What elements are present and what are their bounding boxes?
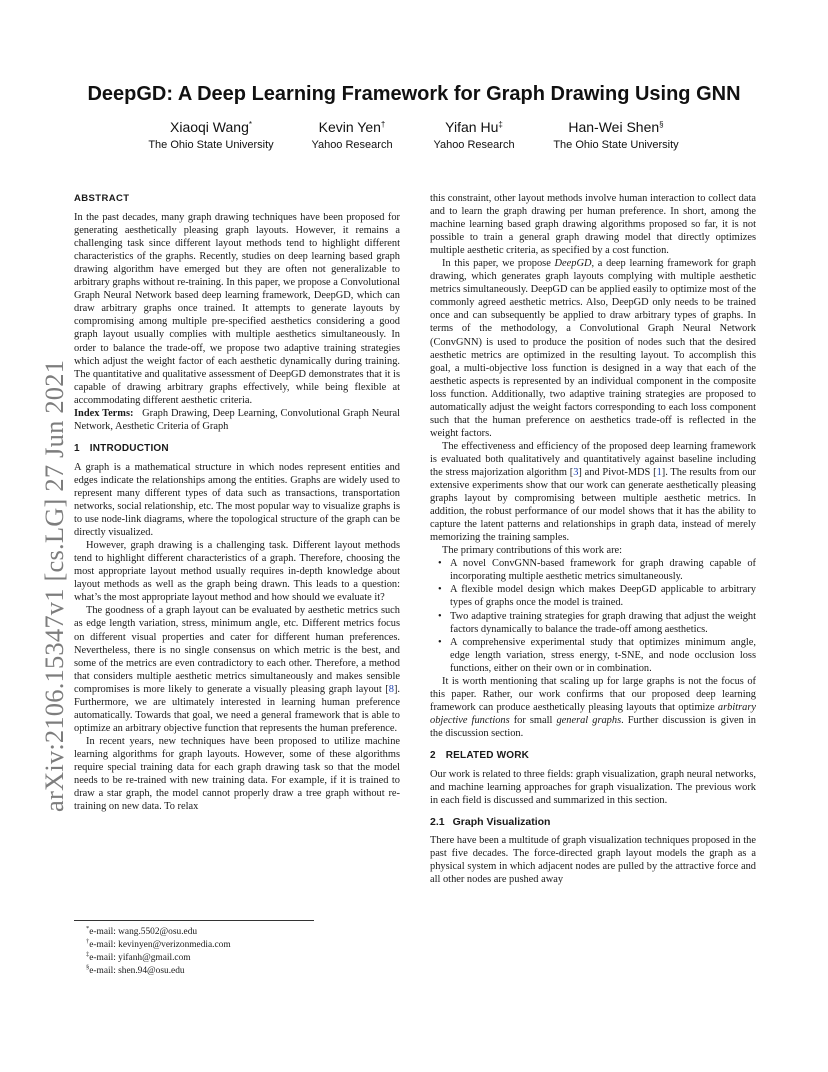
left-column: [74, 192, 400, 813]
paragraph-text: ]. The results from our extensive experiments show that our work can generate aesthetically pleasing graphs layout by compromising between multiple aesthetic metrics. In addition, the robust performance of our model shows that it has the ability to capture the latent patterns and relationships in graph data, instead of merely memorizing the training samples.: [430, 466, 757, 544]
paragraph: In recent years, new techniques have been proposed to utilize machine learning algorithms for graph layouts. However, some of these algorithms require special training data for each graph drawing task so that the model needs to be re-trained with new training data. For example, if it is trained to draw a star graph, the model cannot properly draw a tree graph without re-training on new data. To relax: [74, 735, 400, 813]
paragraph-text: The goodness of a graph layout can be evaluated by aesthetic metrics such as edge length variation, stress, minimum angle, etc. Different metrics focus on different visual properties and cater for different human preferences. Nevertheless, there is no single consensus on which metric is the best, and some of the metrics are even contradictory to each other. Therefore, a method that considers multiple aesthetic metrics simultaneously and makes sensible compromises is more likely to generate a visually pleasing graph layout [: [74, 605, 400, 695]
list-item: • A comprehensive experimental study that optimizes minimum angle, edge length variation, stress energy, t-SNE, and node occlusion loss functions, either on their own or in combination.: [450, 636, 756, 675]
footnotes: [74, 926, 400, 978]
section-title: RELATED WORK: [445, 749, 530, 761]
subsection-title: Graph Visualization: [452, 816, 551, 829]
paragraph: [430, 257, 756, 440]
emphasis-text: general graphs: [556, 714, 622, 726]
paragraph: A graph is a mathematical structure in which nodes represent entities and edges indicate the relationships among the entities. Graphs are widely used to represent many different types of data such as transactions, transportation networks, social relationship, etc. The most popular way to visualize graphs is to use node-link diagrams, where the topological structure of the graph can be directly visualized.: [74, 461, 400, 539]
footnote-email: e-mail: wang.5502@osu.edu: [89, 927, 198, 937]
paragraph-text: It is worth mentioning that scaling up for large graphs is not the focus of this paper. Rather, our work confirms that our proposed deep learning framework can produce aesthetically pleasing layouts that optimize: [430, 675, 756, 713]
citation-link[interactable]: 1: [656, 466, 662, 478]
abstract-text: In the past decades, many graph drawing techniques have been proposed for generating aesthetically pleasing graph layouts. However, it remains a challenging task since different layout methods tend to highlight different characteristics of the graphs. Recently, studies on deep learning based graph drawing algorithm have emerged but they are often not generalizable to arbitrary graphs without re-training. In this paper, we propose a Convolutional Graph Neural Network based deep learning framework, DeepGD, which can draw arbitrary graphs once trained. It attempts to generate layouts by compromising among multiple pre-specified aesthetics considering a good graph layout usually complies with multiple aesthetics simultaneously. In order to balance the trade-off, we propose two adaptive training strategies which adjust the weight factor of each aesthetic dynamically during training. The quantitative and qualitative assessment of DeepGD demonstrates that it is capable of drawing arbitrary graphs effectively, while being flexible at accommodating different aesthetic criteria.: [74, 212, 400, 406]
paragraph: The primary contributions of this work are:: [442, 545, 623, 557]
arxiv-sidebar-id: arXiv:2106.15347v1 [cs.LG] 27 Jun 2021: [39, 359, 69, 812]
index-terms-text: Graph Drawing, Deep Learning, Convolutional Graph Neural Network, Aesthetic Criteria of Graph: [74, 407, 401, 432]
contributions-list: [430, 557, 756, 674]
subsection-heading: [430, 816, 756, 829]
footnote-mark: †: [86, 938, 90, 945]
paragraph: [430, 675, 756, 740]
author-mark: *: [248, 120, 252, 129]
footnote: [74, 939, 400, 952]
footnote: [74, 952, 400, 965]
author-name: Han-Wei Shen: [568, 119, 660, 135]
list-item: • A flexible model design which makes DeepGD applicable to arbitrary types of graphs once the model is trained.: [450, 583, 756, 609]
author-name: Kevin Yen: [318, 119, 381, 135]
author-affiliation: The Ohio State University: [553, 139, 679, 151]
footnote: [74, 926, 400, 939]
paragraph: However, graph drawing is a challenging task. Different layout methods tend to highlight different characteristics of a graph. Therefore, choosing the most appropriate layout method usually requires in-depth knowledge about layout methods as well as the graph being drawn. This leads to a question: what’s the most appropriate layout method and how should we evaluate it?: [74, 540, 400, 604]
emphasis-text: DeepGD: [554, 258, 592, 270]
paragraph-text: In this paper, we propose: [442, 258, 555, 270]
author-mark: ‡: [498, 120, 503, 129]
paragraph-text: ]. Furthermore, we are ultimately interested in learning human preference automatically. Towards that goal, we need a general framework that is able to optimize an arbitrary objective function that represents the human preference.: [74, 683, 400, 734]
index-terms-label: Index Terms:: [74, 407, 134, 419]
paragraph-text: , a deep learning framework for graph drawing, which generates graph layouts complying with multiple aesthetic metrics simultaneously. DeepGD can be applied easily to optimize most of the commonly agreed aesthetic metrics. Also, DeepGD only needs to be trained once and can subsequently be applied to draw arbitrary types of graphs. In terms of the methodology, a Convolutional Graph Neural Network (ConvGNN) is used to produce the position of nodes such that the desired aesthetic metrics are optimized in the resulting layout. To accomplish this goal, a multi-objective loss function is designed in a way that each of the aesthetic aspects is represented by an individual component in the composite loss function. Additionally, two adaptive training strategies are proposed to automatically adjust the weight factors corresponding to each loss component such that the human preference on aesthetics trade-off is reflected in the weight factors.: [430, 258, 756, 439]
footnote-divider: [74, 920, 314, 921]
list-item: • A novel ConvGNN-based framework for graph drawing capable of incorporating multiple aesthetic metrics simultaneously.: [450, 557, 756, 583]
footnote-mark: §: [86, 964, 90, 971]
author-block: [531, 118, 701, 153]
footnote-email: e-mail: kevinyen@verizonmedia.com: [89, 940, 231, 950]
footnote: [74, 965, 400, 978]
section-heading-related-work: [430, 749, 756, 762]
paragraph-text: . Further discussion is given in the discussion section.: [430, 714, 756, 739]
paper-title: DeepGD: A Deep Learning Framework for Graph Drawing Using GNN: [87, 83, 741, 105]
footnote-mark: *: [86, 925, 90, 932]
index-terms: [74, 407, 400, 433]
paragraph: Our work is related to three fields: graph visualization, graph neural networks, and machine learning approaches for graph visualization. The previous work in each field is discussed and summarized in this section.: [430, 769, 756, 807]
paragraph: [74, 604, 400, 734]
abstract-heading: ABSTRACT: [74, 193, 130, 204]
footnote-email: e-mail: shen.94@osu.edu: [89, 966, 185, 976]
paragraph-text: for small: [509, 714, 557, 726]
author-affiliation: Yahoo Research: [311, 139, 393, 151]
section-number: 2: [430, 749, 436, 761]
subsection-number: 2.1: [430, 816, 445, 829]
paragraph-text: ] and Pivot-MDS [: [578, 466, 657, 478]
citation-link[interactable]: 8: [388, 683, 394, 695]
paragraph: this constraint, other layout methods involve human interaction to collect data and to learn the graph drawing per human preference. In short, among the machine learning based graph drawing algorithms proposed so far, it is not possible to train a general graph drawing model that directly optimizes multiple aesthetic criteria, as specified by a cost function.: [430, 193, 756, 257]
list-item: • Two adaptive training strategies for graph drawing that adjust the weight factors dynamically to balance the trade-off among aesthetics.: [450, 610, 756, 636]
paragraph: There have been a multitude of graph visualization techniques proposed in the past five decades. The force-directed graph layout models the graph as a physical system in which adjacent nodes are pulled by the attractive force and all other nodes are pushed away: [430, 835, 756, 886]
paragraph-text: The effectiveness and efficiency of the proposed deep learning framework is evaluated both qualitatively and quantitatively against baseline including the stress majorization algorithm [: [430, 440, 756, 478]
footnote-email: e-mail: yifanh@gmail.com: [89, 953, 191, 963]
section-title: INTRODUCTION: [89, 442, 169, 454]
emphasis-text: arbitrary objective functions: [430, 701, 756, 726]
author-affiliation: Yahoo Research: [433, 139, 515, 151]
author-mark: †: [380, 120, 386, 129]
section-number: 1: [74, 442, 80, 454]
paragraph: [430, 440, 756, 544]
footnote-mark: ‡: [86, 951, 90, 958]
right-column: [430, 192, 756, 886]
author-mark: §: [659, 120, 664, 129]
author-name: Xiaoqi Wang: [170, 119, 249, 135]
author-affiliation: The Ohio State University: [148, 139, 274, 151]
section-heading-introduction: [74, 442, 400, 455]
author-name: Yifan Hu: [445, 119, 499, 135]
citation-link[interactable]: 3: [573, 466, 579, 478]
